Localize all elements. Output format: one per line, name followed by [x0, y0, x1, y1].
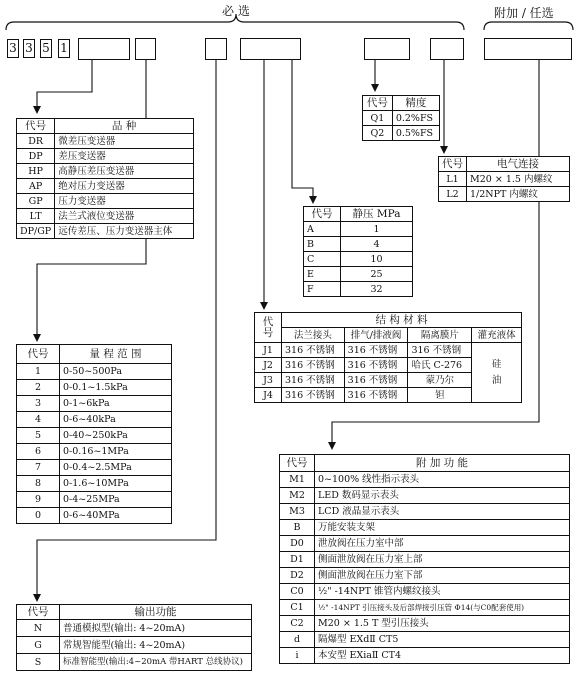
optional-label: 附加 / 任选 [494, 6, 554, 20]
slot-optional [484, 38, 572, 60]
code-digit: 1 [58, 39, 70, 58]
table-row: C2 M20 × 1.5 T 型引压接头 [280, 616, 570, 632]
table-row: 8 0-1.6~10MPa [17, 476, 172, 492]
table-row: 7 0-0.4~2.5MPa [17, 460, 172, 476]
table-row: J3 316 不锈钢 316 不锈钢 蒙乃尔 [255, 373, 522, 388]
table-row: M1 0~100% 线性指示表头 [280, 472, 570, 488]
table-header: 代 号 [255, 313, 282, 343]
table-header: 输出功能 [60, 605, 252, 620]
table-row: G 常规智能型(输出: 4~20mA) [17, 637, 252, 654]
table-row: DP/GP 远传差压、压力变送器主体 [17, 224, 194, 239]
connection-table [438, 156, 570, 202]
table-header: 隔离膜片 [408, 328, 472, 343]
table-header: 代号 [280, 455, 315, 472]
table-row: d 隔爆型 EXdⅡ CT5 [280, 632, 570, 648]
table-header: 代号 [17, 119, 55, 134]
table-row: 1 0-50~500Pa [17, 364, 172, 380]
slot-range [135, 38, 156, 60]
table-row: 2 0-0.1~1.5kPa [17, 380, 172, 396]
table-header: 代号 [363, 96, 393, 111]
table-header: 代号 [439, 157, 467, 172]
table-row: Q1 0.2%FS [363, 111, 440, 126]
table-row: LT 法兰式液位变送器 [17, 209, 194, 224]
table-row: A 1 [304, 222, 413, 237]
table-row: S 标准智能型(输出:4~20mA 带HART 总线协议) [17, 654, 252, 671]
slot-connection [430, 38, 464, 60]
slot-accuracy [364, 38, 410, 60]
slot-output [205, 38, 227, 60]
table-row: N 普通模拟型(输出: 4~20mA) [17, 620, 252, 637]
table-row: E 25 [304, 267, 413, 282]
table-row: M3 LCD 液晶显示表头 [280, 504, 570, 520]
table-row: B 万能安装支架 [280, 520, 570, 536]
table-header: 精度 [392, 96, 439, 111]
table-row: AP 绝对压力变送器 [17, 179, 194, 194]
table-row: 0 0-6~40MPa [17, 508, 172, 524]
range-table [16, 344, 172, 524]
code-digit: 3 [7, 39, 19, 58]
material-table [254, 312, 522, 403]
table-header: 灌充液体 [472, 328, 522, 343]
table-row: M2 LED 数码显示表头 [280, 488, 570, 504]
slot-variety [78, 38, 130, 60]
table-row: D1 侧面泄放阀在压力室上部 [280, 552, 570, 568]
table-row: D0 泄放阀在压力室中部 [280, 536, 570, 552]
table-row: i 本安型 EXiaⅡ CT4 [280, 648, 570, 664]
table-header: 代号 [304, 207, 341, 222]
table-row: C0 ½" -14NPT 锥管内螺纹接头 [280, 584, 570, 600]
variety-table [16, 118, 194, 239]
table-header: 品 种 [55, 119, 194, 134]
table-row: L2 1/2NPT 内螺纹 [439, 187, 570, 202]
table-row: J2 316 不锈钢 316 不锈钢 哈氏 C-276 [255, 358, 522, 373]
table-row: 6 0-0.16~1MPa [17, 444, 172, 460]
code-digit: 5 [40, 39, 52, 58]
table-row: C 10 [304, 252, 413, 267]
optional-brace [484, 22, 573, 30]
table-row: 4 0-6~40kPa [17, 412, 172, 428]
table-row: 9 0-4~25MPa [17, 492, 172, 508]
table-row: F 32 [304, 282, 413, 297]
table-header: 量 程 范 围 [60, 345, 172, 364]
table-title: 结 构 材 料 [282, 313, 522, 328]
static-pressure-table [303, 206, 413, 297]
table-row: 5 0-40~250kPa [17, 428, 172, 444]
arrow-static [292, 60, 313, 200]
fill-liquid-cell: 硅 油 [472, 343, 522, 403]
slot-material-static [240, 38, 301, 60]
table-header: 附 加 功 能 [315, 455, 570, 472]
table-row: 3 0-1~6kPa [17, 396, 172, 412]
table-row: HP 高静压差压变送器 [17, 164, 194, 179]
table-header: 代号 [17, 605, 60, 620]
table-row: C1 ½" -14NPT 引压接头及后部焊接引压管 Φ14(与C0配套使用) [280, 600, 570, 616]
code-digit: 3 [23, 39, 35, 58]
accuracy-table [362, 95, 440, 141]
function-table [279, 454, 570, 664]
table-row: DR 微差压变送器 [17, 134, 194, 149]
table-header: 法兰接头 [282, 328, 345, 343]
output-table [16, 604, 252, 671]
table-row: Q2 0.5%FS [363, 126, 440, 141]
table-row: GP 压力变送器 [17, 194, 194, 209]
table-header: 电气连接 [467, 157, 570, 172]
table-row: J1 316 不锈钢 316 不锈钢 316 不锈钢 硅 油 [255, 343, 522, 358]
arrow-variety [37, 60, 92, 110]
table-row: L1 M20 × 1.5 内螺纹 [439, 172, 570, 187]
table-row: D2 侧面泄放阀在压力室下部 [280, 568, 570, 584]
table-row: B 4 [304, 237, 413, 252]
table-header: 静压 MPa [341, 207, 413, 222]
required-label: 必 选 [222, 4, 250, 18]
table-header: 代号 [17, 345, 60, 364]
table-header: 排气/排液阀 [344, 328, 408, 343]
table-row: DP 差压变送器 [17, 149, 194, 164]
table-row: J4 316 不锈钢 316 不锈钢 钽 [255, 388, 522, 403]
